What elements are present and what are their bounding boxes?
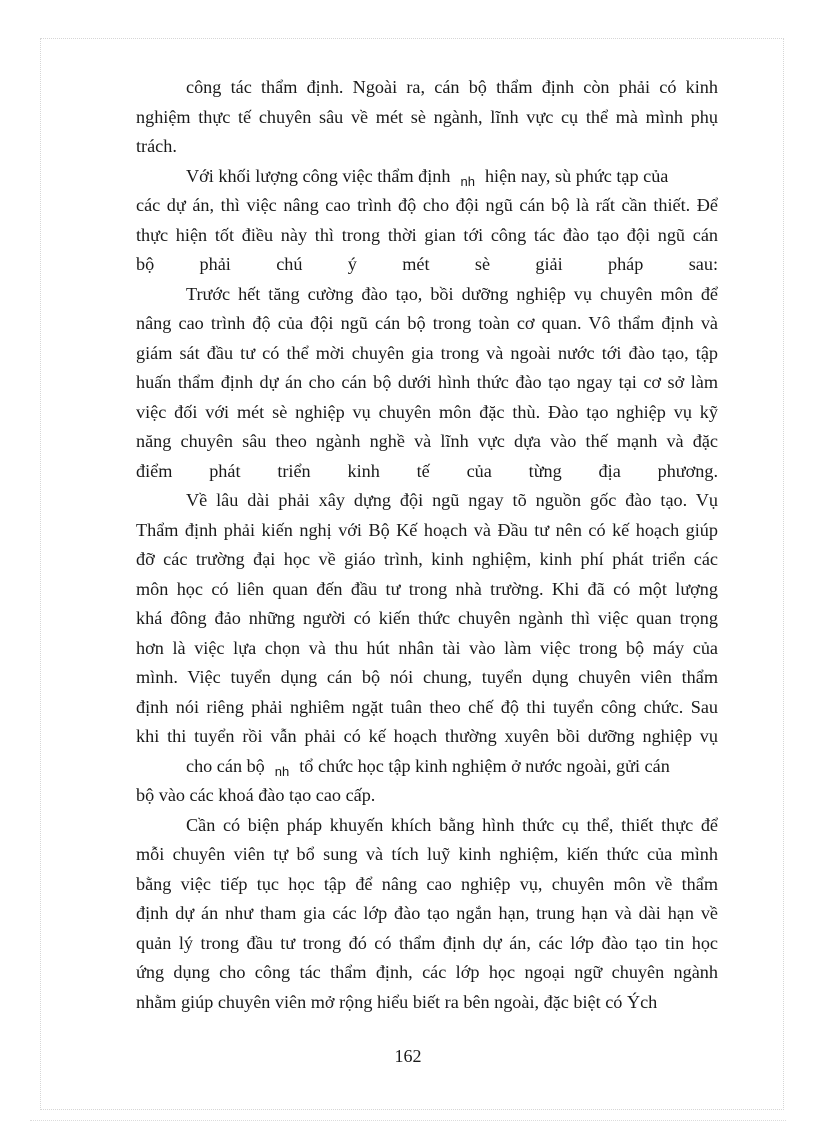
text-line: quản lý trong đầu tư trong đó có thẩm định dự án, các lớp đào tạo tin học (136, 932, 718, 953)
page-number: 162 (394, 1046, 422, 1066)
text-line: đỡ các trường đại học về giáo trình, kinh nghiệm, kinh phí phát triển các (136, 549, 718, 569)
text-line: giám sát đầu tư có thể mời chuyên gia trong và ngoài nước tới đào tạo, tập (136, 342, 718, 363)
text-line: mình. Việc tuyển dụng cán bộ nói chung, tuyển dụng chuyên viên thẩm (136, 667, 718, 687)
text-line: khi thi tuyển rồi vẫn phải có kế hoạch thường xuyên bồi dưỡng nghiệp vụ (136, 726, 718, 746)
text-line: nâng cao trình độ của đội ngũ cán bộ trong toàn cơ quan. Vô thẩm định và (136, 313, 718, 333)
text-line: các dự án, thì việc nâng cao trình độ cho đội ngũ cán bộ là rất cần thiết. Để (136, 195, 718, 215)
text-line: mỗi chuyên viên tự bổ sung và tích luỹ kinh nghiệm, kiến thức của mình (136, 844, 718, 864)
document-body (136, 73, 718, 1017)
text-line: thực hiện tốt điều này thì trong thời gian tới công tác đào tạo đội ngũ cán (136, 224, 718, 245)
text-fragment: Với khối lượng công việc thẩm định (186, 165, 451, 186)
text-line: năng chuyên sâu theo ngành nghề và lĩnh vực dựa vào thế mạnh và đặc (136, 431, 718, 451)
text-fragment: tổ chức học tập kinh nghiệm ở nước ngoài, gửi cán (299, 755, 670, 776)
text-line: bộ phải chú ý mét sè giải pháp sau: (136, 254, 718, 274)
text-line (136, 752, 718, 782)
text-line: huấn thẩm định dự án cho cán bộ dưới hình thức đào tạo ngay tại cơ sở làm (136, 372, 718, 392)
text-line: Về lâu dài phải xây dựng đội ngũ ngay tõ nguồn gốc đào tạo. Vụ (186, 490, 718, 510)
text-fragment-small: nh (274, 763, 290, 779)
text-line: khá đông đảo những người có kiến thức chuyên ngành thì việc quan trọng (136, 608, 718, 628)
text-line: ứng dụng cho công tác thẩm định, các lớp học ngoại ngữ chuyên ngành (136, 962, 718, 982)
bottom-rule (30, 1120, 786, 1121)
text-line: trách. (136, 136, 177, 156)
text-line: nghiệm thực tế chuyên sâu về mét sè ngành, lĩnh vực cụ thể mà mình phụ (136, 106, 718, 127)
text-line: việc đối với mét sè nghiệp vụ chuyên môn đặc thù. Đào tạo nghiệp vụ kỹ (136, 401, 718, 422)
text-fragment: hiện nay, sù phức tạp của (484, 165, 669, 186)
text-line: Trước hết tăng cường đào tạo, bồi dưỡng nghiệp vụ chuyên môn để (186, 283, 718, 304)
text-line: Cần có biện pháp khuyến khích bằng hình thức cụ thể, thiết thực để (186, 814, 718, 835)
text-line: định dự án như tham gia các lớp đào tạo ngắn hạn, trung hạn và dài hạn về (136, 903, 718, 923)
text-line: nhằm giúp chuyên viên mở rộng hiểu biết ra bên ngoài, đặc biệt có Ých (136, 991, 658, 1012)
text-line: môn học có liên quan đến đầu tư trong nhà trường. Khi đã có một lượng (136, 578, 718, 599)
text-line: hơn là việc lựa chọn và thu hút nhân tài vào làm việc trong bộ máy của (136, 637, 718, 658)
text-line: bằng việc tiếp tục học tập để nâng cao nghiệp vụ, chuyên môn về thẩm (136, 873, 718, 894)
text-line: bộ vào các khoá đào tạo cao cấp. (136, 785, 376, 805)
text-line: công tác thẩm định. Ngoài ra, cán bộ thẩm định còn phải có kinh (186, 77, 718, 97)
text-line (136, 162, 718, 192)
text-fragment-small: nh (460, 173, 475, 189)
text-line: định nói riêng phải nghiêm ngặt tuân theo chế độ thi tuyển công chức. Sau (136, 696, 718, 717)
text-fragment: cho cán bộ (186, 755, 265, 776)
text-line: Thẩm định phải kiến nghị với Bộ Kế hoạch và Đầu tư nên có kế hoạch giúp (136, 519, 718, 540)
text-line: điểm phát triển kinh tế của từng địa phương. (136, 460, 718, 481)
